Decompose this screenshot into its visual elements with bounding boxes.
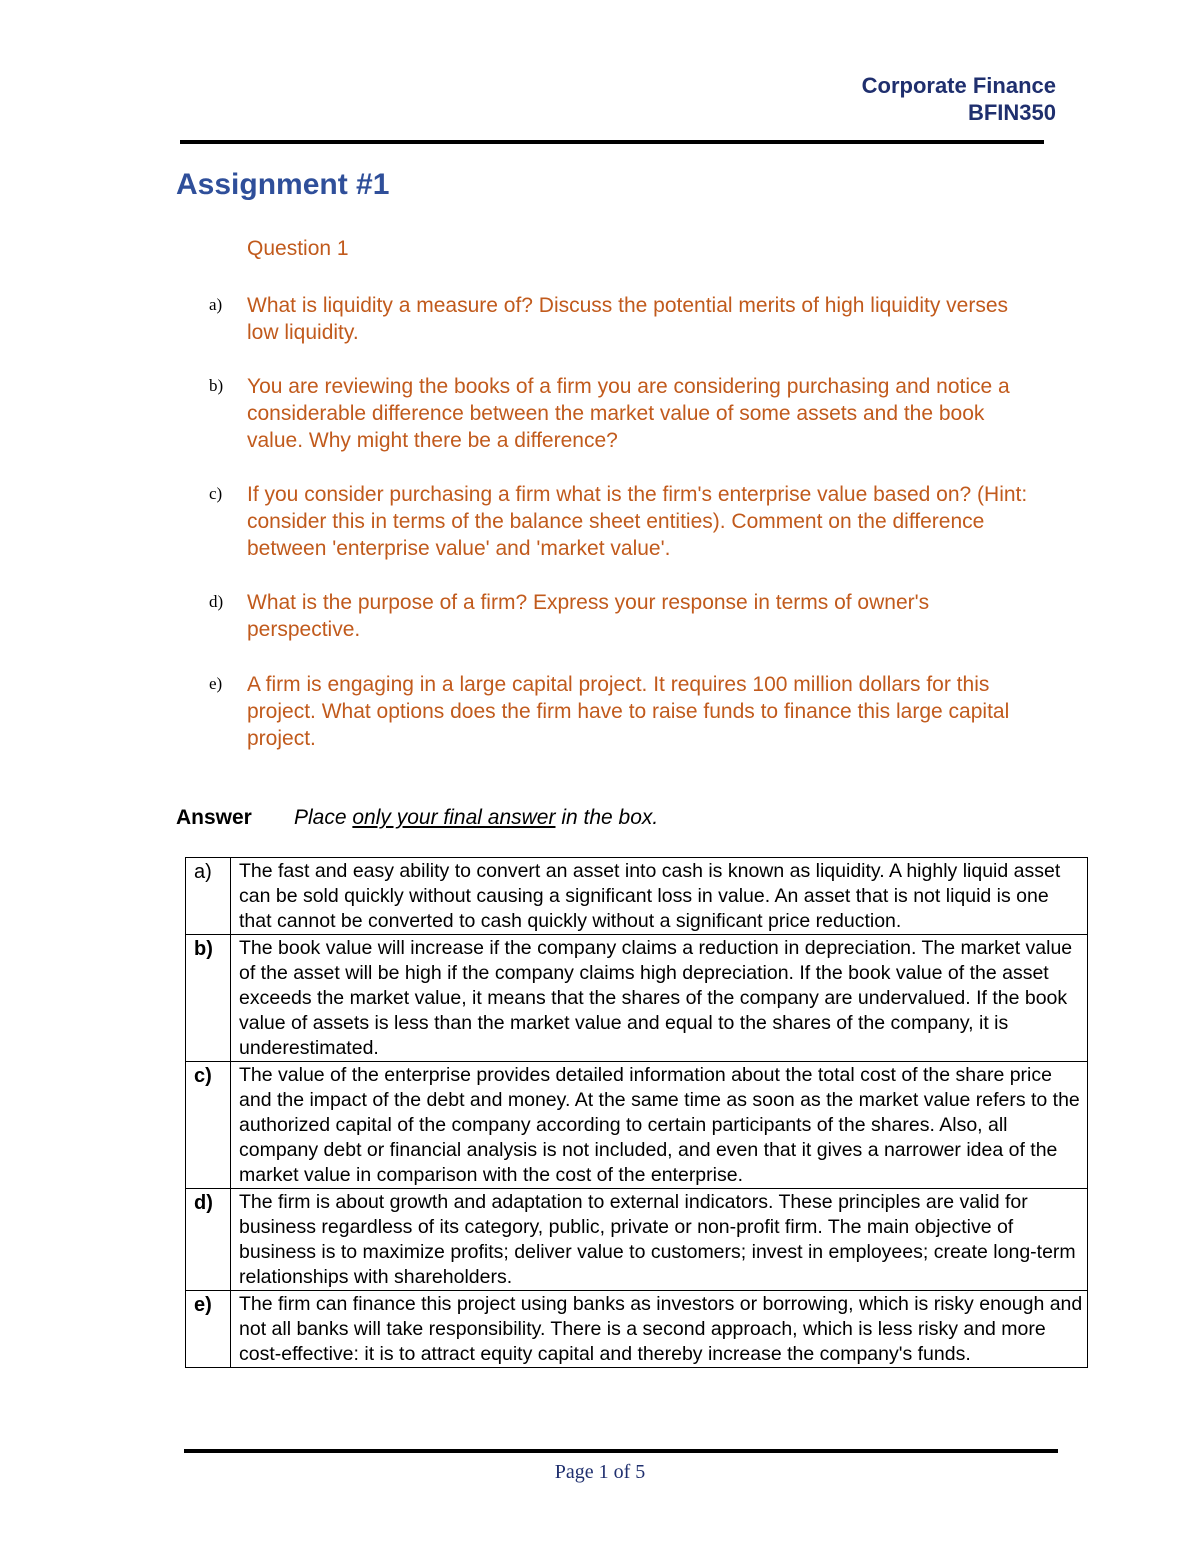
answer-note-after: in the box. — [555, 806, 659, 829]
course-code: BFIN350 — [967, 100, 1056, 125]
answer-table — [185, 857, 1088, 1368]
question-letter: a) — [209, 295, 223, 314]
question-letter: c) — [209, 484, 223, 503]
answer-letter: b) — [186, 935, 231, 1062]
question-text: If you consider purchasing a firm what is the firm's enterprise value based on? (Hint: consider this in terms of the balance sheet entities). Comment on the difference between 'enterprise value' and 'market value'. — [247, 483, 1028, 560]
question-text: A firm is engaging in a large capital project. It requires 100 million dollars for this project. What options does the firm have to raise funds to finance this large capital project. — [247, 673, 1010, 750]
answer-text: The fast and easy ability to convert an asset into cash is known as liquidity. A highly liquid asset can be sold quickly without causing a significant loss in value. An asset that is not liquid is one that cannot be converted to cash quickly without a significant price reduction. — [231, 858, 1088, 935]
question-text: What is liquidity a measure of? Discuss the potential merits of high liquidity verses low liquidity. — [247, 294, 1009, 344]
question-item-e — [209, 671, 1039, 752]
question-item-c — [209, 481, 1039, 562]
answer-text: The firm can finance this project using banks as investors or borrowing, which is risky enough and not all banks will take responsibility. There is a second approach, which is less risky and more cost-effective: it is to attract equity capital and thereby increase the company's funds. — [231, 1291, 1088, 1368]
answer-row-c — [186, 1062, 1088, 1189]
page-title: Assignment #1 — [176, 168, 390, 201]
answer-note — [294, 806, 658, 829]
answer-label: Answer — [176, 806, 252, 829]
question-text: You are reviewing the books of a firm you are considering purchasing and notice a considerable difference between the market value of some assets and the book value. Why might there be a difference? — [247, 375, 1010, 452]
question-letter: d) — [209, 592, 224, 611]
answer-row-e — [186, 1291, 1088, 1368]
answer-text: The value of the enterprise provides detailed information about the total cost of the share price and the impact of the debt and money. At the same time as soon as the market value refers to the authorized capital of the company according to certain participants of the shares. Also, all company debt or financial analysis is not included, and even that it gives a narrower idea of the market value in comparison with the cost of the enterprise. — [231, 1062, 1088, 1189]
answer-row-b — [186, 935, 1088, 1062]
answer-letter: d) — [186, 1189, 231, 1291]
answer-note-underlined: only your final answer — [352, 806, 556, 829]
answer-letter: c) — [186, 1062, 231, 1189]
answer-instructions — [176, 806, 658, 830]
answer-row-a — [186, 858, 1088, 935]
page-number: Page 1 of 5 — [554, 1461, 646, 1483]
answer-text: The book value will increase if the company claims a reduction in depreciation. The market value of the asset will be high if the company claims high depreciation. If the book value of the asset exceeds the market value, it means that the shares of the company are undervalued. If the book value of assets is less than the market value and equal to the shares of the company, it is underestimated. — [231, 935, 1088, 1062]
question-heading: Question 1 — [247, 237, 349, 260]
question-item-a — [209, 292, 1039, 346]
answer-letter: a) — [186, 858, 231, 935]
answer-text: The firm is about growth and adaptation to external indicators. These principles are valid for business regardless of its category, public, private or non-profit firm. The main objective of business is to maximize profits; deliver value to customers; invest in employees; create long-term relationships with shareholders. — [231, 1189, 1088, 1291]
question-item-b — [209, 373, 1039, 454]
question-item-d — [209, 589, 1039, 643]
page-header — [862, 72, 1056, 126]
question-letter: e) — [209, 674, 223, 693]
answer-row-d — [186, 1189, 1088, 1291]
answer-letter: e) — [186, 1291, 231, 1368]
footer-divider — [184, 1449, 1058, 1453]
answer-note-before: Place — [294, 806, 353, 829]
question-letter: b) — [209, 376, 224, 395]
header-divider — [180, 140, 1044, 144]
question-text: What is the purpose of a firm? Express your response in terms of owner's perspective. — [247, 591, 930, 641]
course-name: Corporate Finance — [861, 73, 1056, 98]
